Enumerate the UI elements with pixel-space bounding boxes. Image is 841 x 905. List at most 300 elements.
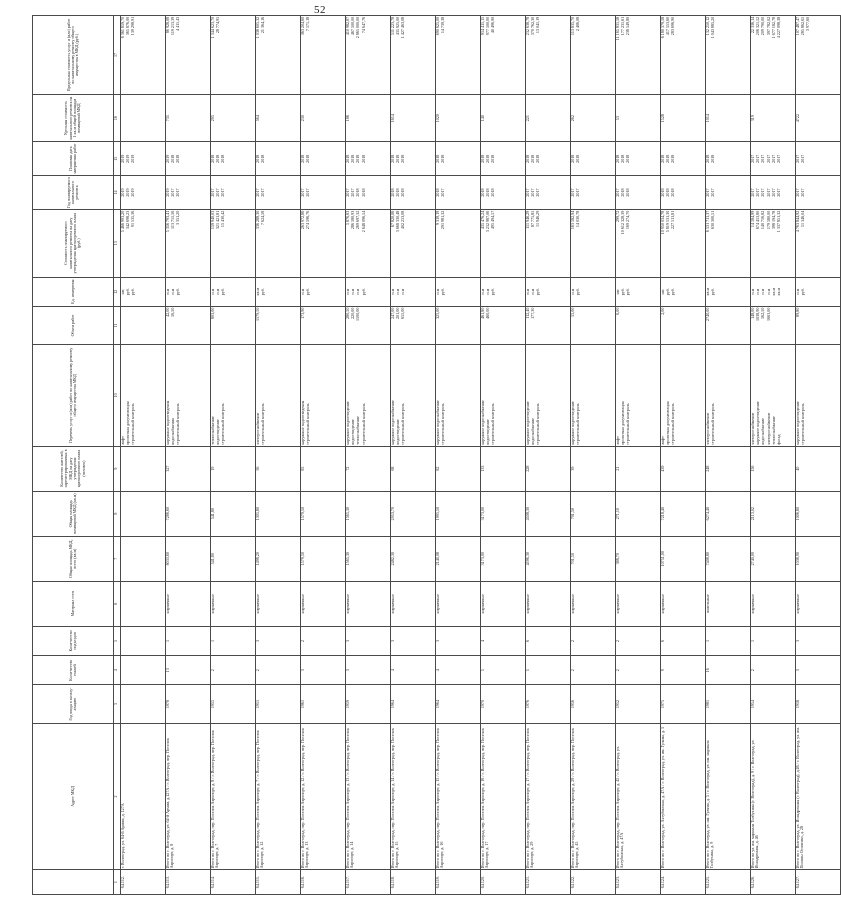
volume-item: 112,40	[525, 307, 530, 319]
repair-year-item: 2017	[750, 188, 755, 197]
finish-date-cell	[211, 142, 256, 176]
volume-item: 247,00	[390, 307, 395, 319]
column-number: 17	[114, 16, 121, 95]
cost-cell	[166, 209, 211, 277]
limit-cost-cell	[706, 16, 751, 95]
walls-cell: кирпичные	[256, 581, 301, 626]
row-number: 64.122.	[571, 870, 616, 895]
table-row	[751, 16, 796, 895]
column-number: 11	[114, 306, 121, 344]
cost-item: 6 531 711,37	[705, 210, 710, 233]
column-header: Год планируемого капитального ремонта	[33, 176, 114, 210]
cost-item: 674 453,80	[755, 210, 761, 230]
cost-item: 15 430,42	[220, 210, 226, 228]
finish-date-item: 2017	[800, 154, 806, 163]
column-header: Адрес МКД	[33, 723, 114, 870]
unit-item: руб.	[575, 288, 581, 296]
cost-item: 14 030,78	[575, 210, 581, 228]
unit-item: руб.	[670, 288, 676, 296]
limit-cost-cell	[346, 16, 391, 95]
address-cell: Итого по г. Волгоград, пер. Поселок Аэропорт, д. 8 / г. Волгоград, пер. Поселок Аэропорт, д. 7	[211, 723, 256, 870]
work-item: наружное водоотведение	[525, 401, 530, 445]
area-premises-cell: 7218,40	[661, 491, 706, 536]
volume-item	[131, 308, 136, 344]
finish-date-item: 2018	[355, 154, 361, 163]
floors-cell: 2	[751, 656, 796, 685]
unit-cost-cell: 221	[526, 95, 571, 142]
finish-date-item: 2018	[530, 154, 536, 163]
finish-date-item: 2019	[130, 154, 136, 163]
cost-cell	[256, 209, 301, 277]
year-cell: 1951	[256, 685, 301, 723]
limit-cost-item: 74 647,76	[360, 16, 366, 34]
repair-year-item: 2018	[395, 188, 401, 197]
year-cell: 1964	[436, 685, 481, 723]
volume-item: 655,00	[400, 307, 406, 319]
repair-year-cell	[256, 176, 301, 210]
walls-cell: кирпичные	[391, 581, 436, 626]
unit-cost-cell: 735	[166, 95, 211, 142]
entrances-cell: 2	[571, 626, 616, 655]
column-number: 9	[114, 446, 121, 491]
works-cell	[121, 345, 166, 446]
address-cell: Итого по г. Волгоград, ул. Исандренная (г. Волгоград), д.46 / г. Волгоград, ул. им. Полины Осипенко, д. 28	[796, 723, 841, 870]
limit-cost-item: 4 411,43	[175, 16, 181, 31]
work-item: водоотведение	[350, 419, 356, 445]
finish-date-cell	[481, 142, 526, 176]
volume-item	[491, 308, 496, 344]
year-cell: 1952	[616, 685, 661, 723]
entrances-cell: 2	[616, 626, 661, 655]
finish-date-cell	[391, 142, 436, 176]
volume-cell	[481, 306, 526, 344]
rotated-table-container	[32, 15, 811, 895]
unit-item: руб.	[535, 288, 541, 296]
unit-cost-cell: 1528	[661, 95, 706, 142]
repair-year-cell	[121, 176, 166, 210]
cost-item: 342 698,23	[125, 210, 131, 230]
limit-cost-cell	[391, 16, 436, 95]
volume-item: 55,00	[570, 307, 575, 317]
cost-cell	[616, 209, 661, 277]
repair-year-item: 2017	[800, 188, 806, 197]
work-item: проектная документация	[665, 401, 671, 445]
finish-date-item: 2019	[125, 154, 131, 163]
volume-item: 461,80	[480, 307, 485, 319]
units-cell	[796, 277, 841, 306]
finish-date-item: 2018	[620, 154, 626, 163]
entrances-cell: 6	[661, 626, 706, 655]
finish-date-cell	[256, 142, 301, 176]
residents-cell: 40	[796, 446, 841, 491]
unit-item: п.м	[530, 288, 536, 295]
limit-cost-item: 363 204,60	[300, 16, 305, 36]
finish-date-item: 2018	[215, 154, 221, 163]
repair-year-item: 2017	[770, 188, 776, 197]
floors-cell: 4	[436, 656, 481, 685]
work-item: наружные водоотведения	[300, 400, 305, 445]
row-number: 64.117.	[346, 870, 391, 895]
limit-cost-item: 3 977,60	[805, 16, 811, 32]
cost-item: 5 466 993,20	[120, 210, 125, 233]
work-item: строительный контроль	[800, 403, 806, 445]
finish-date-item: 2018	[170, 154, 176, 163]
work-item: проектная документация	[125, 401, 131, 445]
residents-cell: 133	[481, 446, 526, 491]
walls-cell: кирпичные	[346, 581, 391, 626]
unit-item: п.м	[485, 288, 491, 295]
floors-cell: 5	[526, 656, 571, 685]
entrances-cell: 1	[211, 626, 256, 655]
repair-year-item: 2019	[120, 188, 125, 197]
finish-date-item: 2018	[485, 154, 491, 163]
cost-cell	[706, 209, 751, 277]
work-item: наружное водоснабжение	[390, 400, 395, 445]
residents-cell: 56	[256, 446, 301, 491]
table-row	[256, 16, 301, 895]
limit-cost-item: 22 336,14	[750, 16, 755, 34]
cost-item: 3 668 330,48	[395, 210, 401, 233]
floors-cell: 3	[301, 656, 346, 685]
limit-cost-cell	[616, 16, 661, 95]
repair-year-cell	[751, 176, 796, 210]
volume-item: 2740,00	[705, 307, 710, 321]
works-cell	[436, 345, 481, 446]
finish-date-item: 2017	[765, 154, 771, 163]
floors-cell: 2	[571, 656, 616, 685]
cost-item: 11 946,29	[535, 210, 541, 227]
finish-date-cell	[751, 142, 796, 176]
works-cell	[571, 345, 616, 446]
limit-cost-item: 285 862,65	[800, 16, 806, 36]
work-item: строительный контроль	[575, 403, 581, 445]
volume-cell	[256, 306, 301, 344]
repair-year-item: 2017	[260, 188, 266, 197]
finish-date-cell	[616, 142, 661, 176]
finish-date-item: 2018	[710, 154, 716, 163]
volume-item: 325,00	[435, 307, 440, 319]
finish-date-cell	[121, 142, 166, 176]
repair-year-item: 2017	[210, 188, 215, 197]
unit-item: п.м	[480, 288, 485, 295]
area-premises-cell: 2053,70	[391, 491, 436, 536]
cost-cell	[391, 209, 436, 277]
column-number: 13	[114, 209, 121, 277]
volume-item: 1038,90	[755, 307, 761, 321]
address-cell: Итого по г. Волгоград, пер. Поселок Аэропорт, д. 14 / г. Волгоград, пер. Поселок Аэропорт, д. 15	[391, 723, 436, 870]
unit-cost-cell: 230	[301, 95, 346, 142]
limit-cost-item	[221, 17, 226, 93]
column-header: Коли-чество этажей	[33, 656, 114, 685]
unit-cost-cell: 262	[571, 95, 616, 142]
unit-item: п.м	[795, 288, 800, 295]
repair-year-item: 2018	[670, 188, 676, 197]
work-item: электроснабжение	[765, 412, 771, 445]
work-item: водоотведение	[395, 419, 401, 445]
units-cell	[346, 277, 391, 306]
volume-item	[362, 308, 367, 344]
area-premises-cell: 3173,00	[481, 491, 526, 536]
limit-cost-cell	[796, 16, 841, 95]
column-number: 2	[114, 723, 121, 870]
work-item: лифт	[615, 436, 620, 445]
address-cell: Итого по г. Волгоград, пер. Поселок Аэропорт, д. 13 / г. Волгоград, пер. Поселок Аэропорт, д. 14	[346, 723, 391, 870]
cost-cell	[211, 209, 256, 277]
limit-cost-item: 1 038 605,32	[255, 16, 260, 39]
finish-date-item: 2018	[670, 154, 676, 163]
limit-cost-item: 2 865 000,00	[355, 16, 361, 39]
work-item: водоснабжение	[530, 418, 536, 445]
work-item: теплоснабжение	[210, 416, 215, 445]
unit-item: кв.м	[775, 287, 781, 296]
works-cell	[616, 345, 661, 446]
table-row	[616, 16, 661, 895]
repair-year-item: 2018	[400, 188, 406, 197]
cost-item: 10 950 034,78	[660, 210, 665, 235]
units-cell	[121, 277, 166, 306]
cost-cell	[436, 209, 481, 277]
repair-year-cell	[706, 176, 751, 210]
floors-cell: 16	[706, 656, 751, 685]
work-item: теплоснабжение	[355, 416, 361, 445]
volume-cell	[391, 306, 436, 344]
volume-item: 220,00	[350, 307, 356, 319]
repair-year-item: 2018	[625, 188, 631, 197]
work-item: наружное водоотведение	[570, 401, 575, 445]
area-premises-cell: 4508,30	[526, 491, 571, 536]
year-cell: 1958	[796, 685, 841, 723]
column-header: Предельная стоимость услуг и (или) работ по капитальному ремонту общего имущества в МКД (руб.)	[33, 16, 114, 95]
capital-repair-register-table	[32, 15, 841, 895]
limit-cost-cell	[751, 16, 796, 95]
walls-cell: кирпичные	[436, 581, 481, 626]
year-cell: 1955	[211, 685, 256, 723]
work-item: строительный контроль	[670, 403, 676, 445]
limit-cost-item: 107 487,47	[795, 16, 800, 36]
year-cell: 1981	[706, 685, 751, 723]
table-row	[436, 16, 481, 895]
cost-item: 263 972,86	[300, 210, 305, 230]
table-row	[661, 16, 706, 895]
cost-item: 227 511,81	[670, 210, 676, 229]
row-number: 64.115.	[256, 870, 301, 895]
limit-cost-cell	[571, 16, 616, 95]
units-cell	[166, 277, 211, 306]
residents-cell: 248	[706, 446, 751, 491]
limit-cost-cell	[256, 16, 301, 95]
area-cell: 3173,00	[481, 536, 526, 581]
finish-date-item: 2018	[305, 154, 311, 163]
column-number: 5	[114, 626, 121, 655]
row-number: 64.113.	[166, 870, 211, 895]
limit-cost-item: 6 361 859,70	[120, 16, 125, 39]
address-cell: Итого по г. Волгоград, ул. Ахтубинская, д. 47А / г. Волгоград, ул. им. Гуляма, д. 5	[661, 723, 706, 870]
unit-item: шт.	[615, 288, 620, 295]
cost-item: 269 697,32	[355, 210, 361, 230]
limit-cost-cell	[661, 16, 706, 95]
cost-cell	[481, 209, 526, 277]
repair-year-cell	[796, 176, 841, 210]
work-item: строительный контроль	[710, 403, 716, 445]
cost-item: 7 624,58	[260, 210, 266, 226]
residents-cell: 39	[571, 446, 616, 491]
works-cell	[391, 345, 436, 446]
work-item: строительный контроль	[400, 403, 406, 445]
limit-cost-item: 283 696,90	[670, 16, 676, 36]
repair-year-item: 2018	[360, 188, 366, 197]
cost-item: 3 351,20	[175, 210, 181, 226]
volume-cell	[751, 306, 796, 344]
row-number: 64.124.	[661, 870, 706, 895]
volume-item: 42,00	[165, 307, 170, 317]
walls-cell: кирпичные	[751, 581, 796, 626]
finish-date-item: 2018	[435, 154, 440, 163]
volume-item	[221, 308, 226, 344]
entrances-cell: 3	[346, 626, 391, 655]
area-cell: 10751,00	[661, 536, 706, 581]
work-item: строительный контроль	[490, 403, 496, 445]
limit-cost-item: 1 043 885,20	[710, 16, 716, 39]
repair-year-cell	[166, 176, 211, 210]
limit-cost-item: 13 041,19	[535, 16, 541, 34]
year-cell	[121, 685, 166, 723]
limit-cost-item: 139 298,91	[130, 16, 136, 36]
floors-cell: 2	[256, 656, 301, 685]
volume-cell	[211, 306, 256, 344]
column-number: 10	[114, 345, 121, 446]
repair-year-item: 2017	[170, 188, 176, 197]
row-number: 64.116.	[301, 870, 346, 895]
cost-item: 291 981,32	[440, 210, 446, 230]
volume-item	[777, 308, 782, 344]
repair-year-item: 2019	[130, 188, 136, 197]
finish-date-item: 2017	[795, 154, 800, 163]
finish-date-item: 2018	[350, 154, 356, 163]
cost-item: 87 775,85	[530, 210, 536, 228]
repair-year-item: 2017	[755, 188, 761, 197]
finish-date-item: 2018	[390, 154, 395, 163]
cost-item: 51 346,04	[800, 210, 806, 228]
limit-cost-item: 690 625,00	[435, 16, 440, 36]
finish-date-item: 2018	[660, 154, 665, 163]
unit-item: шт.	[120, 288, 125, 295]
limit-cost-item: 6 180 379,58	[660, 16, 665, 39]
cost-item: 91 535,36	[130, 210, 136, 228]
cost-item: 1 337 851,32	[775, 210, 781, 233]
volume-cell	[166, 306, 211, 344]
area-premises-cell: 1006,80	[796, 491, 841, 536]
cost-item: 5 876,63	[345, 210, 350, 226]
limit-cost-cell	[211, 16, 256, 95]
cost-item: 169 274,70	[625, 210, 631, 230]
area-cell: 1038,90	[796, 536, 841, 581]
floors-cell: 2	[616, 656, 661, 685]
repair-year-item: 2017	[570, 188, 575, 197]
units-cell	[211, 277, 256, 306]
finish-date-item: 2018	[575, 154, 581, 163]
limit-cost-cell	[166, 16, 211, 95]
unit-item: кв.м	[705, 287, 710, 296]
repair-year-item: 2017	[775, 188, 781, 197]
unit-cost-cell: 319	[751, 95, 796, 142]
finish-date-item: 2018	[395, 154, 401, 163]
volume-cell	[301, 306, 346, 344]
units-cell	[391, 277, 436, 306]
area-premises-cell: 1579,50	[301, 491, 346, 536]
residents-cell: 19	[211, 446, 256, 491]
limit-cost-item: 365 876,00	[125, 16, 131, 36]
work-item: электроснабжение	[705, 412, 710, 445]
floors-cell: 2	[211, 656, 256, 685]
floors-cell: 5	[481, 656, 526, 685]
finish-date-cell	[346, 142, 391, 176]
column-header: Ед. измерения	[33, 277, 114, 306]
walls-cell: панельные	[706, 581, 751, 626]
units-cell	[436, 277, 481, 306]
unit-cost-cell: 295	[211, 95, 256, 142]
column-number: 12	[114, 277, 121, 306]
works-cell	[796, 345, 841, 446]
work-item: электроснабжение	[750, 412, 755, 445]
address-cell: Итого по г. Волгоград, пер. Поселок Аэропорт, д. 17 / г. Волгоград, пер. Поселок Аэропорт, д. 29	[526, 723, 571, 870]
repair-year-item: 2017	[440, 188, 446, 197]
walls-cell: кирпичные	[571, 581, 616, 626]
cost-cell	[346, 209, 391, 277]
unit-item: п.м	[765, 288, 771, 295]
work-item: строительный контроль	[440, 403, 446, 445]
area-premises-cell: 541,80	[211, 491, 256, 536]
work-item: наружное водоснабжение	[435, 400, 440, 445]
repair-year-cell	[571, 176, 616, 210]
year-cell: 1961	[301, 685, 346, 723]
residents-cell: 439	[661, 446, 706, 491]
units-cell	[616, 277, 661, 306]
volume-item: 2,00	[660, 307, 665, 315]
entrances-cell: 3	[436, 626, 481, 655]
repair-year-item: 2017	[255, 188, 260, 197]
work-item: фасад	[775, 434, 781, 445]
area-cell: 701,50	[571, 536, 616, 581]
units-cell	[481, 277, 526, 306]
repair-year-item: 2017	[345, 188, 350, 197]
finish-date-item: 2018	[345, 154, 350, 163]
entrances-cell	[121, 626, 166, 655]
repair-year-item: 2018	[480, 188, 485, 197]
column-number: 14	[114, 176, 121, 210]
limit-cost-item: 1 427 463,08	[400, 16, 406, 39]
row-number: 64.119.	[436, 870, 481, 895]
limit-cost-item: 238 549,80	[625, 16, 631, 36]
limit-cost-item: 467 500,00	[350, 16, 356, 36]
cost-item: 113 715,56	[170, 210, 176, 229]
row-number: 64.126.	[751, 870, 796, 895]
entrances-cell: 1	[166, 626, 211, 655]
entrances-cell: 1	[706, 626, 751, 655]
volume-item	[576, 308, 581, 344]
column-header: Материал стен	[33, 581, 114, 626]
volume-cell	[616, 306, 661, 344]
finish-date-item: 2018	[525, 154, 530, 163]
limit-cost-item: 7 571,18	[305, 16, 311, 32]
finish-date-item: 2018	[570, 154, 575, 163]
walls-cell	[121, 581, 166, 626]
table-body	[114, 16, 841, 895]
works-cell	[661, 345, 706, 446]
unit-item: руб.	[175, 288, 181, 296]
cost-item: 159 940,03	[210, 210, 215, 230]
repair-year-cell	[481, 176, 526, 210]
residents-cell: 327	[166, 446, 211, 491]
